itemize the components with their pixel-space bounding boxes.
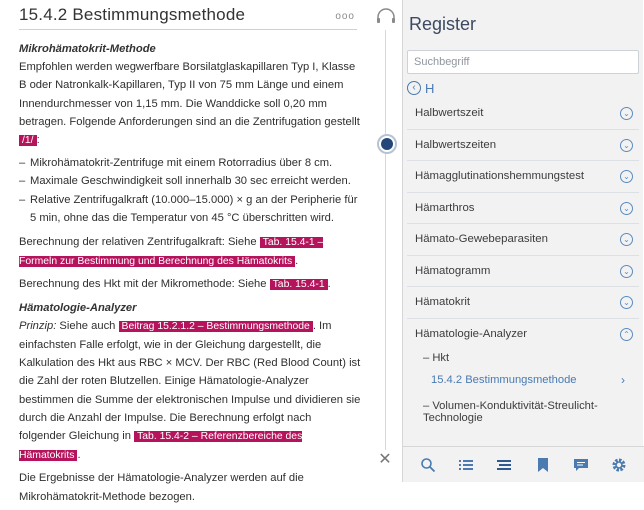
list-item: – Mikrohämatokrit-Zentrifuge mit einem Rotorradius über 8 cm. [19, 154, 361, 172]
punctuation: : [36, 134, 40, 147]
chevron-down-icon[interactable]: ⌄ [620, 170, 633, 183]
register-item-label: Halbwertszeiten [415, 138, 497, 151]
register-icon[interactable] [493, 454, 515, 476]
chevron-down-icon[interactable]: ⌄ [620, 139, 633, 152]
list-item: – Relative Zentrifugalkraft (10.000–15.000) × g an der Peripherie für 5 min, ohne das die Temperatur von 45 °C überschritten wird. [19, 191, 361, 227]
title-row [19, 4, 357, 30]
scroll-thumb[interactable] [377, 134, 397, 154]
register-item-label: Halbwertszeit [415, 107, 484, 119]
sub-group-label: – Volumen-Konduktivität-Streulicht-Technologie [423, 399, 598, 424]
register-item[interactable] [407, 98, 639, 130]
paragraph-text: Die Ergebnisse der Hämatologie-Analyzer werden auf die Mikrohämatokrit-Methode bezogen. [19, 472, 304, 503]
chevron-right-icon: › [621, 372, 625, 387]
chevron-down-icon[interactable]: ⌄ [620, 233, 633, 246]
search-input[interactable]: Suchbegriff [407, 50, 639, 74]
search-icon[interactable] [417, 454, 439, 476]
more-options-icon[interactable]: ooo [335, 11, 355, 22]
back-arrow-icon[interactable]: ‹ [407, 81, 421, 95]
punctuation: . [77, 449, 81, 462]
article-body [19, 40, 361, 510]
register-item-label: Hämarthros [415, 201, 475, 214]
register-item-expanded[interactable] [407, 319, 639, 430]
requirements-list [19, 154, 361, 227]
chevron-down-icon[interactable]: ⌄ [620, 202, 633, 215]
chevron-down-icon[interactable]: ⌄ [620, 265, 633, 278]
punctuation: . [327, 278, 331, 291]
paragraph-text: Berechnung des Hkt mit der Mikromethode: Siehe [19, 278, 270, 291]
chevron-down-icon[interactable]: ⌄ [620, 107, 633, 120]
current-letter: H [425, 80, 435, 96]
sub-group-label: – Hkt [423, 351, 450, 364]
table-link-formeln[interactable]: Tab. 15.4-1 – Formeln zur Bestimmung und Berechnung des Hämatokrits [19, 237, 324, 268]
list-icon[interactable] [455, 454, 477, 476]
paragraph-text: Berechnung der relativen Zentrifugalkraft: Siehe [19, 236, 260, 249]
register-title: Register [409, 14, 477, 34]
register-item[interactable] [407, 130, 639, 162]
register-item-label: Hämatokrit [415, 296, 471, 308]
close-icon[interactable]: ✕ [378, 451, 392, 468]
paragraph-text: . Im einfachsten Falle erfolgt, wie in der Gleichung dargestellt, die Kalkulation des Hkt aus RBC × MCV. Der RBC (Red Blood Count) ist die Zahl der roten Blutzellen. Einige Hämatologie-Analyzer bestimmen die Summe der elektronischen Impulse und dividieren sie durch die Anzahl der Impulse. Die Berechnung erfolgt nach folgender Gleichung in [19, 319, 361, 443]
principle-label: Prinzip: [19, 319, 57, 332]
sub-link-label: 15.4.2 Bestimmungsmethode [431, 373, 577, 386]
list-item: – Maximale Geschwindigkeit soll innerhalb 30 sec erreicht werden. [19, 172, 361, 190]
page-title: 15.4.2 Bestimmungsmethode [19, 5, 246, 24]
bottom-toolbar [403, 446, 644, 482]
punctuation: . [295, 255, 299, 268]
register-item-label: Hämato-Gewebeparasiten [415, 233, 548, 245]
comment-icon[interactable] [570, 454, 592, 476]
letter-nav[interactable] [407, 80, 434, 96]
scroll-track[interactable] [385, 30, 386, 450]
register-list [407, 98, 639, 430]
register-item[interactable] [407, 224, 639, 256]
register-item[interactable] [407, 287, 639, 319]
sub-link-bestimmungsmethode[interactable] [415, 370, 639, 390]
chevron-down-icon[interactable]: ⌄ [620, 296, 633, 309]
register-item-label: Hämatologie-Analyzer [415, 327, 528, 340]
register-item-label: Hämatogramm [415, 264, 491, 277]
article-link-bestimmungsmethode[interactable]: Beitrag 15.2.1.2 – Bestimmungsmethode [119, 321, 313, 332]
register-panel [402, 0, 643, 482]
paragraph-text: Siehe auch [56, 319, 119, 332]
gear-icon[interactable] [608, 454, 630, 476]
section-heading-mikrohaematokrit: Mikrohämatokrit-Methode [19, 43, 156, 55]
section-heading-analyzer: Hämatologie-Analyzer [19, 301, 137, 314]
table-link-15-4-1[interactable]: Tab. 15.4-1 [270, 279, 328, 290]
paragraph-text: Empfohlen werden wegwerfbare Borsilatglaskapillaren Typ I, Klasse B oder Natronkalk-Kapillaren, Typ II von 75 mm Länge und einem Innendurchmesser von 1,15 mm. Die Wanddicke soll 0,20 mm betragen. Folgende Anforderungen sind an die Zentrifugation gestellt [19, 61, 360, 128]
register-item[interactable] [407, 256, 639, 288]
register-item[interactable] [407, 193, 639, 225]
table-link-referenzbereiche[interactable]: Tab. 15.4-2 – Referenzbereiche des Hämatokrits [19, 431, 303, 462]
scroll-rail [370, 0, 402, 482]
register-item[interactable] [407, 161, 639, 193]
reference-link[interactable]: /1/ [19, 135, 37, 146]
register-item-label: Hämagglutinationshemmungstest [415, 170, 585, 182]
chevron-up-icon[interactable]: ⌃ [620, 328, 633, 341]
headphones-icon[interactable] [375, 8, 397, 24]
bookmark-icon[interactable] [532, 454, 554, 476]
